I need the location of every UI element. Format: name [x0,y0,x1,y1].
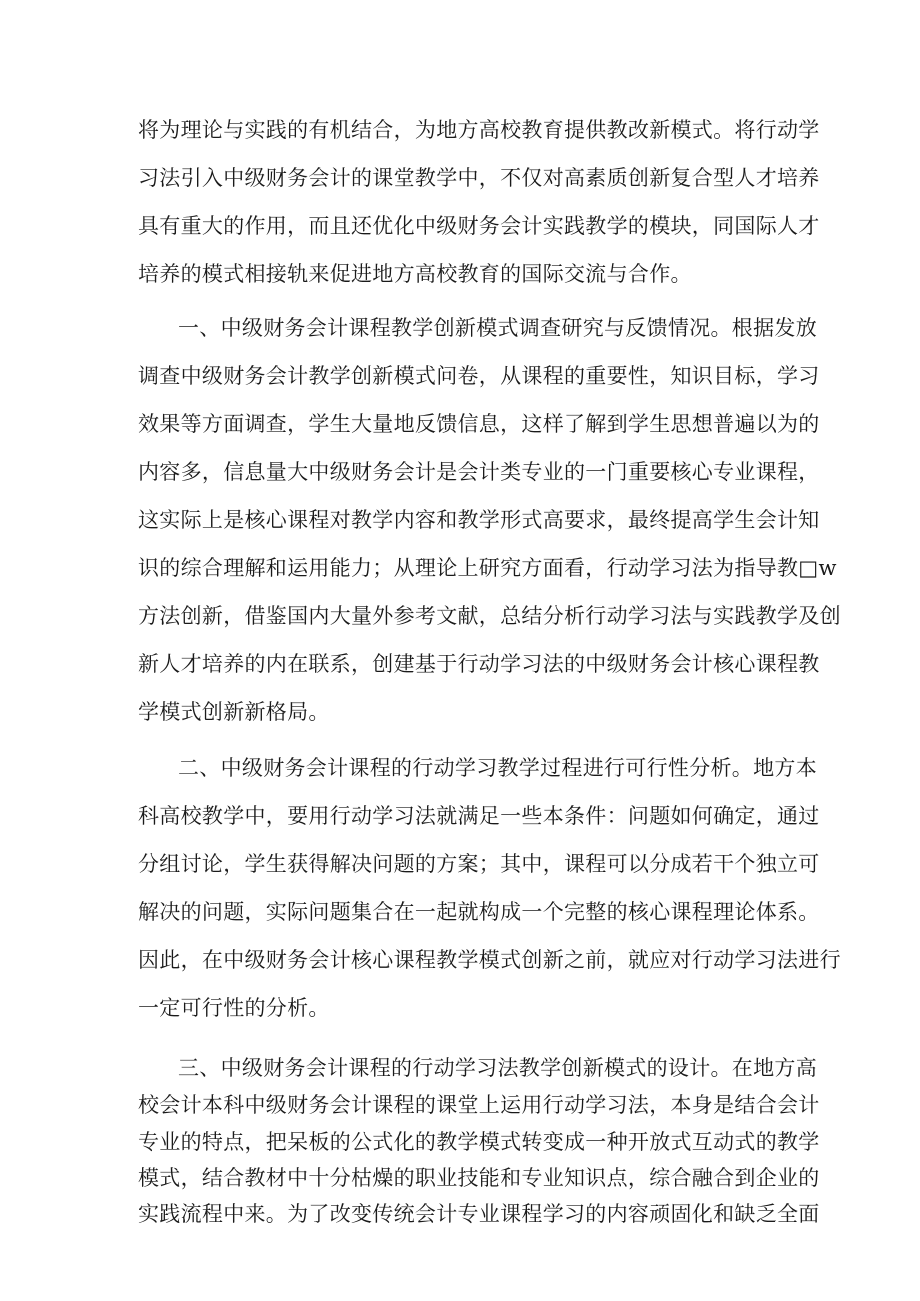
paragraph-3-line-2: 科高校教学中，要用行动学习法就满足一些本条件：问题如何确定，通过 [138,804,820,828]
paragraph-3-line-6: 一定可行性的分析。 [138,996,330,1020]
paragraph-2-line-6: 识的综合理解和运用能力；从理论上研究方面看，行动学习法为指导教□w [138,556,837,580]
paragraph-1-line-3: 具有重大的作用，而且还优化中级财务会计实践教学的模块，同国际人才 [138,214,820,238]
paragraph-2-line-8: 新人才培养的内在联系，创建基于行动学习法的中级财务会计核心课程教 [138,652,820,676]
paragraph-3-line-4: 解决的问题，实际问题集合在一起就构成一个完整的核心课程理论体系。 [138,900,820,924]
paragraph-2-line-9: 学模式创新新格局。 [138,700,330,724]
paragraph-4-line-1: 三、中级财务会计课程的行动学习法教学创新模式的设计。在地方高 [178,1056,817,1080]
paragraph-3-line-1: 二、中级财务会计课程的行动学习教学过程进行可行性分析。地方本 [178,756,817,780]
paragraph-2-line-7: 方法创新，借鉴国内大量外参考文献，总结分析行动学习法与实践教学及创 [138,604,841,628]
paragraph-4-line-5: 实践流程中来。为了改变传统会计专业课程学习的内容顽固化和缺乏全面 [138,1202,820,1226]
paragraph-4-line-2: 校会计本科中级财务会计课程的课堂上运用行动学习法，本身是结合会计 [138,1093,820,1117]
paragraph-3-line-3: 分组讨论，学生获得解决问题的方案；其中，课程可以分成若干个独立可 [138,852,820,876]
paragraph-2-line-2: 调查中级财务会计教学创新模式问卷，从课程的重要性，知识目标，学习 [138,364,820,388]
paragraph-4-line-4: 模式，结合教材中十分枯燥的职业技能和专业知识点，综合融合到企业的 [138,1166,820,1190]
paragraph-1-line-4: 培养的模式相接轨来促进地方高校教育的国际交流与合作。 [138,262,692,286]
paragraph-2-line-4: 内容多，信息量大中级财务会计是会计类专业的一门重要核心专业课程， [138,460,820,484]
paragraph-2-line-3: 效果等方面调查，学生大量地反馈信息，这样了解到学生思想普遍以为的 [138,412,820,436]
paragraph-1-line-2: 习法引入中级财务会计的课堂教学中，不仅对高素质创新复合型人才培养 [138,166,820,190]
paragraph-4-line-3: 专业的特点，把呆板的公式化的教学模式转变成一种开放式互动式的教学 [138,1130,820,1154]
paragraph-2-line-5: 这实际上是核心课程对教学内容和教学形式高要求，最终提高学生会计知 [138,508,820,532]
paragraph-2-line-1: 一、中级财务会计课程教学创新模式调查研究与反馈情况。根据发放 [178,316,817,340]
paragraph-1-line-1: 将为理论与实践的有机结合，为地方高校教育提供教改新模式。将行动学 [138,118,820,142]
paragraph-3-line-5: 因此，在中级财务会计核心课程教学模式创新之前，就应对行动学习法进行 [138,948,841,972]
